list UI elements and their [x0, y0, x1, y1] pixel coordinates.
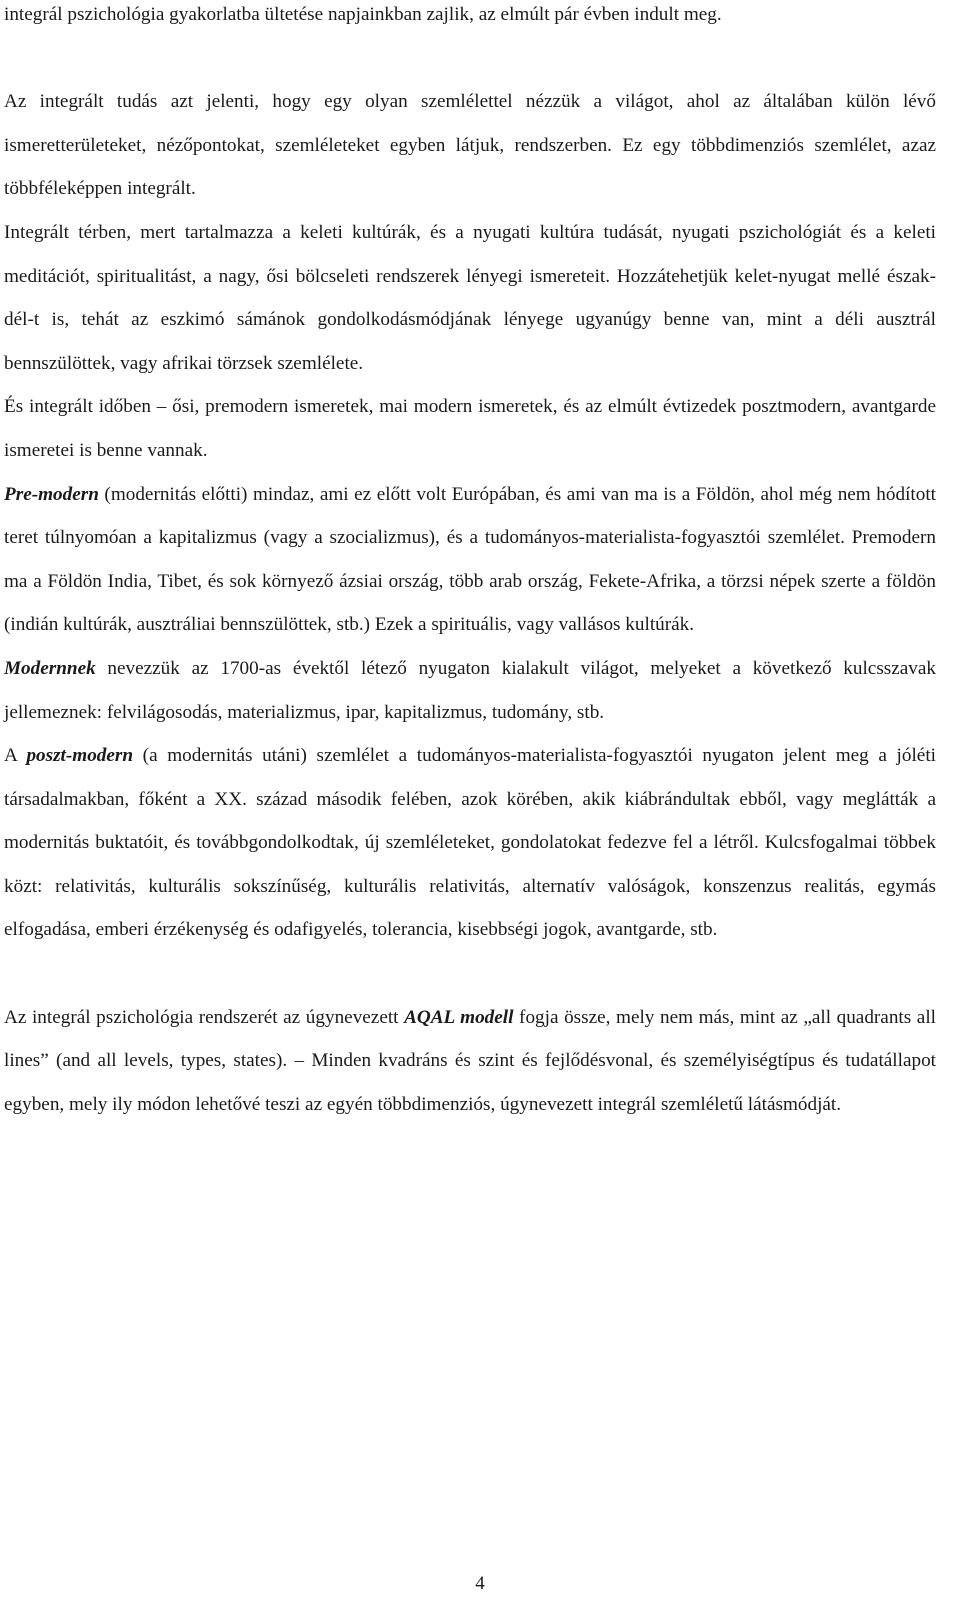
paragraph-postmodern-prefix: A [4, 745, 27, 767]
paragraph-postmodern-text: (a modernitás utáni) szemlélet a tudományos-materialista-fogyasztói nyugaton jelent meg a jóléti társadalmakban, főként a XX. század második felében, azok körében, akik kiábrándultak ebből, vagy meglátták a modernitás buktatóit, és továbbgondolkodtak, új szemléleteket, gondolatokat fedezve fel a létről. Kulcsfogalmai többek közt: relativitás, kulturális sokszínűség, kulturális relativitás, alternatív valóságok, konszenzus realitás, egymás elfogadása, emberi érzékenység és odafigyelés, tolerancia, kisebbségi jogok, avantgarde, stb. [4, 745, 936, 941]
paragraph-modern-text: nevezzük az 1700-as évektől létező nyugaton kialakult világot, melyeket a következő kulcsszavak jellemeznek: felvilágosodás, materializmus, ipar, kapitalizmus, tudomány, stb. [4, 657, 936, 723]
paragraph-intro-continuation: integrál pszichológia gyakorlatba ültetése napjainkban zajlik, az elmúlt pár évben indult meg. [4, 4, 722, 25]
paragraph-modern [4, 647, 936, 734]
paragraph-aqal-prefix: Az integrál pszichológia rendszerét az úgynevezett [4, 1006, 405, 1028]
paragraph-spacer [4, 37, 936, 81]
term-modern: Modernnek [4, 657, 96, 679]
document-page [4, 0, 936, 1126]
paragraph-premodern [4, 473, 936, 647]
paragraph-spacer [4, 952, 936, 996]
paragraph-integrated-in-time: És integrált időben – ősi, premodern ismeretek, mai modern ismeretek, és az elmúlt évtizedek posztmodern, avantgarde ismeretei is benne vannak. [4, 396, 936, 461]
paragraph-postmodern [4, 734, 936, 952]
paragraph-integrated-in-space: Integrált térben, mert tartalmazza a keleti kultúrák, és a nyugati kultúra tudását, nyugati pszichológiát és a keleti meditációt, spiritualitást, a nagy, ősi bölcseleti rendszerek lényegi ismereteit. Hozzátehetjük kelet-nyugat mellé észak-dél-t is, tehát az eszkimó sámánok gondolkodásmódjának lényege ugyanúgy benne van, mint a déli ausztrál bennszülöttek, vagy afrikai törzsek szemlélete. [4, 221, 936, 374]
term-premodern: Pre-modern [4, 483, 99, 505]
paragraph-premodern-text: (modernitás előtti) mindaz, ami ez előtt volt Európában, és ami van ma is a Földön, ahol még nem hódított teret túlnyomóan a kapitalizmus (vagy a szocializmus), és a tudományos-materialista-fogyasztói szemlélet. Premodern ma a Földön India, Tibet, és sok környező ázsiai ország, több arab ország, Fekete-Afrika, a törzsi népek szerte a földön (indián kultúrák, ausztráliai bennszülöttek, stb.) Ezek a spirituális, vagy vallásos kultúrák. [4, 483, 936, 636]
paragraph-aqal-text: fogja össze, mely nem más, mint az „all quadrants all lines” (and all levels, types, states). – Minden kvadráns és szint és fejlődésvonal, és személyiségtípus és tudatállapot egyben, mely ily módon lehetővé teszi az egyén többdimenziós, úgynevezett integrál szemléletű látásmódját. [4, 1006, 936, 1115]
term-aqal-model: AQAL modell [404, 1006, 514, 1028]
page-number: 4 [475, 1573, 485, 1594]
term-postmodern: poszt-modern [26, 745, 134, 767]
paragraph-aqal-model [4, 996, 936, 1127]
paragraph-integrated-knowledge: Az integrált tudás azt jelenti, hogy egy olyan szemlélettel nézzük a világot, ahol az általában külön lévő ismeretterületeket, nézőpontokat, szemléleteket egyben látjuk, rendszerben. Ez egy többdimenziós szemlélet, azaz többféleképpen integrált. [4, 91, 936, 200]
